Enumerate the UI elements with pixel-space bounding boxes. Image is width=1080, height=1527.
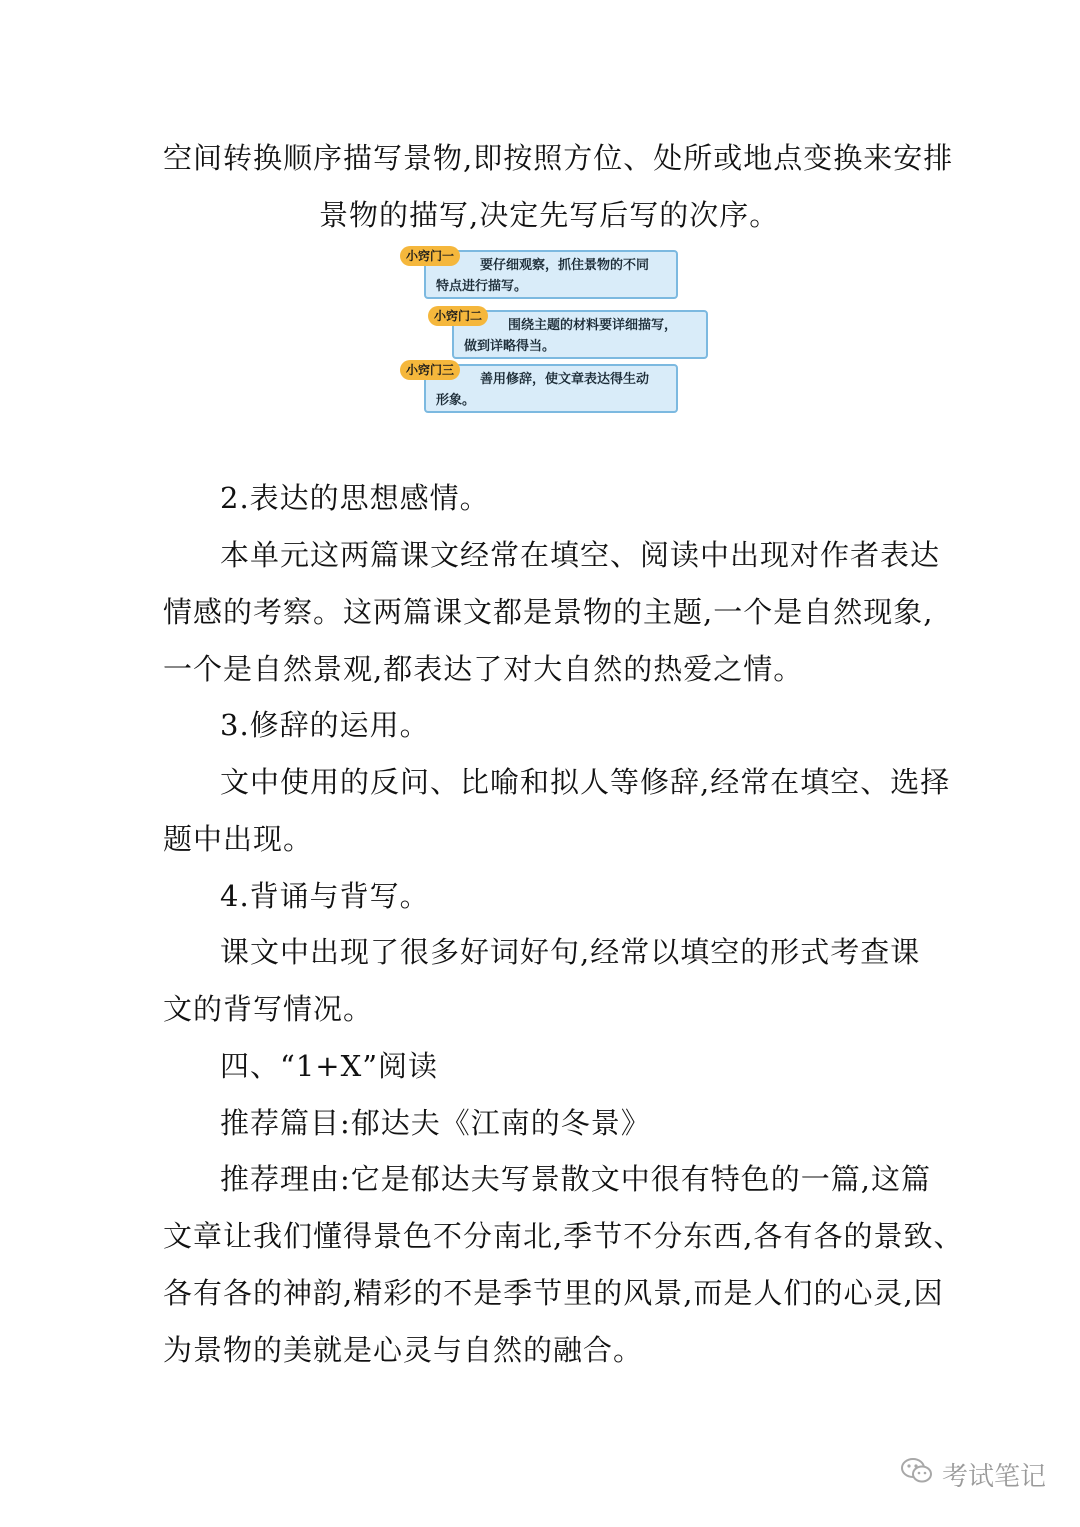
text-line: 景物的描写,决定先写后写的次序。 <box>319 198 780 232</box>
tip-text-line: 要仔细观察，抓住景物的不同 <box>480 258 650 273</box>
tip-box <box>424 364 678 413</box>
tip-text-line: 特点进行描写。 <box>436 279 528 294</box>
section-heading: 4.背诵与背写。 <box>220 879 430 913</box>
tip-text-line: 围绕主题的材料要详细描写， <box>508 318 678 333</box>
tip-tag: 小窍门三 <box>400 360 460 380</box>
wechat-icon <box>900 1456 934 1493</box>
text-line: 文中使用的反问、比喻和拟人等修辞,经常在填空、选择 <box>220 765 951 799</box>
text-line: 文的背写情况。 <box>163 992 374 1026</box>
tip-box <box>424 250 678 299</box>
tip-text-line: 形象。 <box>436 393 476 408</box>
text-line: 题中出现。 <box>163 822 314 856</box>
tip-tag: 小窍门二 <box>428 306 488 326</box>
text-line: 为景物的美就是心灵与自然的融合。 <box>163 1333 644 1367</box>
text-line: 课文中出现了很多好词好句,经常以填空的形式考查课 <box>220 935 921 969</box>
text-line: 推荐理由:它是郁达夫写景散文中很有特色的一篇,这篇 <box>220 1162 931 1196</box>
tip-text-line: 善用修辞，使文章表达得生动 <box>480 372 650 387</box>
section-heading: 2.表达的思想感情。 <box>220 481 490 515</box>
tips-illustration <box>396 238 716 418</box>
text-line: 各有各的神韵,精彩的不是季节里的风景,而是人们的心灵,因 <box>163 1276 944 1310</box>
text-line: 情感的考察。这两篇课文都是景物的主题,一个是自然现象, <box>163 595 934 629</box>
text-line: 一个是自然景观,都表达了对大自然的热爱之情。 <box>163 652 804 686</box>
section-heading: 3.修辞的运用。 <box>220 708 430 742</box>
tip-box <box>452 310 708 359</box>
text-line: 文章让我们懂得景色不分南北,季节不分东西,各有各的景致、 <box>163 1219 964 1253</box>
text-line: 空间转换顺序描写景物,即按照方位、处所或地点变换来安排 <box>163 141 954 175</box>
watermark-text: 考试笔记 <box>941 1462 1046 1492</box>
tip-tag: 小窍门一 <box>400 246 460 266</box>
text-line: 推荐篇目:郁达夫《江南的冬景》 <box>220 1106 651 1140</box>
section-heading: 四、“1+X”阅读 <box>220 1049 439 1083</box>
text-line: 本单元这两篇课文经常在填空、阅读中出现对作者表达 <box>220 538 941 572</box>
watermark <box>900 1456 1046 1493</box>
tip-text-line: 做到详略得当。 <box>464 339 556 354</box>
